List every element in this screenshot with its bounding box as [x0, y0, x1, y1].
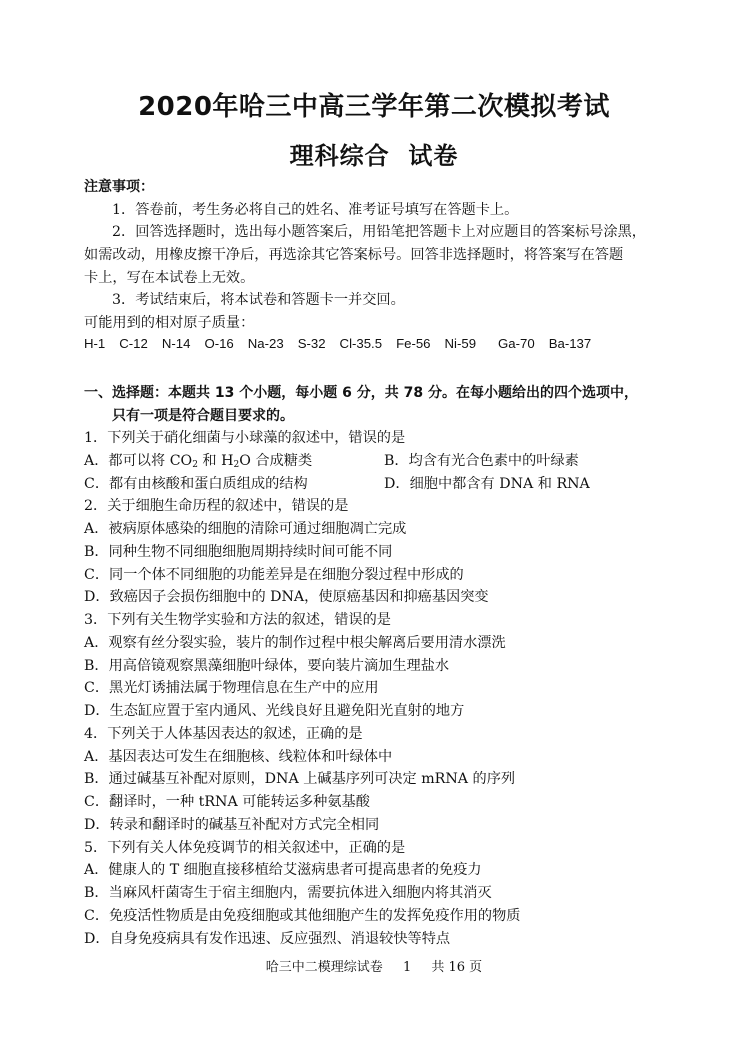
footer-total-pages: 共 16 页	[431, 960, 483, 975]
question-5-option-d: D．自身免疫病具有发作迅速、反应强烈、消退较快等特点	[84, 930, 451, 947]
question-1-row-ab	[84, 450, 684, 473]
section-heading-line-2: 只有一项是符合题目要求的。	[112, 408, 294, 424]
note-3: 3．考试结束后，将本试卷和答题卡一并交回。	[112, 292, 405, 309]
atomic-mass: C-12	[119, 336, 148, 351]
question-2-option-b: B．同种生物不同细胞细胞周期持续时间可能不同	[84, 543, 393, 560]
atomic-mass: H-1	[84, 336, 106, 351]
section-heading	[84, 382, 684, 428]
question-1-option-c: C．都有由核酸和蛋白质组成的结构	[84, 475, 308, 492]
question-3-option-c: C．黑光灯诱捕法属于物理信息在生产中的应用	[84, 680, 379, 697]
section-heading-line-1: 一、选择题：本题共 13 个小题，每小题 6 分，共 78 分。在每小题给出的四个选项中，	[84, 385, 638, 401]
question-1-option-d: D．细胞中都含有 DNA 和 RNA	[384, 475, 590, 492]
question-1-row-cd	[84, 473, 684, 496]
question-3-stem: 3．下列有关生物学实验和方法的叙述，错误的是	[84, 612, 391, 628]
question-3-option-b: B．用高倍镜观察黑藻细胞叶绿体，要向装片滴加生理盐水	[84, 657, 450, 674]
subscript: 2	[192, 459, 198, 470]
question-2-stem: 2．关于细胞生命历程的叙述中，错误的是	[84, 498, 349, 515]
footer-exam-name: 哈三中二模理综试卷	[265, 960, 383, 975]
note-2-line-2: 如需改动，用橡皮擦干净后，再选涂其它答案标号。回答非选择题时，将答案写在答题	[84, 247, 624, 264]
option-a-text-2: 和 H	[197, 452, 234, 469]
question-5-option-c: C．免疫活性物质是由免疫细胞或其他细胞产生的发挥免疫作用的物质	[84, 907, 521, 924]
atomic-mass: N-14	[161, 336, 191, 351]
question-1-option-a	[84, 450, 384, 473]
atomic-mass: S-32	[297, 336, 326, 351]
option-a-text-3: O 合成糖类	[239, 452, 313, 469]
atomic-mass: Ba-137	[548, 336, 592, 351]
question-5-stem: 5．下列有关人体免疫调节的相关叙述中，正确的是	[84, 839, 406, 856]
notes-heading: 注意事项：	[84, 179, 154, 195]
question-5-option-a: A．健康人的 T 细胞直接移植给艾滋病患者可提高患者的免疫力	[84, 862, 482, 879]
question-3-option-a: A．观察有丝分裂实验，装片的制作过程中根尖解离后要用清水漂洗	[84, 634, 506, 651]
question-4-stem: 4．下列关于人体基因表达的叙述，正确的是	[84, 725, 363, 742]
question-2-option-a: A．被病原体感染的细胞的清除可通过细胞凋亡完成	[84, 521, 407, 537]
notes-block	[84, 176, 674, 335]
note-2-line-3: 卡上，写在本试卷上无效。	[84, 269, 255, 286]
atomic-masses-list	[84, 336, 684, 351]
note-2-line-1: 2．回答选择题时，选出每小题答案后，用铅笔把答题卡上对应题目的答案标号涂黑，	[112, 224, 646, 241]
question-4-option-d: D．转录和翻译时的碱基互补配对方式完全相同	[84, 816, 380, 833]
question-1-option-b: B．均含有光合色素中的叶绿素	[384, 452, 579, 469]
question-2-option-c: C．同一个体不同细胞的功能差异是在细胞分裂过程中形成的	[84, 566, 464, 583]
note-1: 1．答卷前，考生务必将自己的姓名、准考证号填写在答题卡上。	[112, 201, 519, 218]
exam-subtitle: 理科综合 试卷	[289, 142, 459, 170]
atomic-mass: Na-23	[247, 336, 284, 351]
question-4-option-a: A．基因表达可发生在细胞核、线粒体和叶绿体中	[84, 748, 393, 765]
atomic-mass: O-16	[204, 336, 234, 351]
question-1-stem: 1．下列关于硝化细菌与小球藻的叙述中，错误的是	[84, 430, 406, 446]
subscript: 2	[233, 459, 240, 470]
atomic-mass: Ni-59	[444, 336, 477, 351]
option-a-text-1: A．都可以将 CO	[84, 452, 193, 469]
question-4-option-c: C．翻译时，一种 tRNA 可能转运多种氨基酸	[84, 794, 370, 810]
question-2-option-d: D．致癌因子会损伤细胞中的 DNA，使原癌基因和抑癌基因突变	[84, 589, 489, 606]
atomic-mass: Fe-56	[396, 336, 431, 351]
page-footer	[0, 956, 748, 975]
question-4-option-b: B．通过碱基互补配对原则，DNA 上碱基序列可决定 mRNA 的序列	[84, 771, 516, 788]
exam-title: 2020年哈三中高三学年第二次模拟考试	[138, 92, 610, 122]
question-3-option-d: D．生态缸应置于室内通风、光线良好且避免阳光直射的地方	[84, 703, 465, 719]
masses-label: 可能用到的相对原子质量：	[84, 315, 255, 332]
question-5-option-b: B．当麻风杆菌寄生于宿主细胞内，需要抗体进入细胞内将其消灭	[84, 885, 492, 901]
footer-page-number: 1	[402, 960, 412, 975]
questions-block	[84, 427, 684, 950]
atomic-mass: Cl-35.5	[339, 336, 383, 351]
atomic-mass: Ga-70	[498, 336, 535, 351]
